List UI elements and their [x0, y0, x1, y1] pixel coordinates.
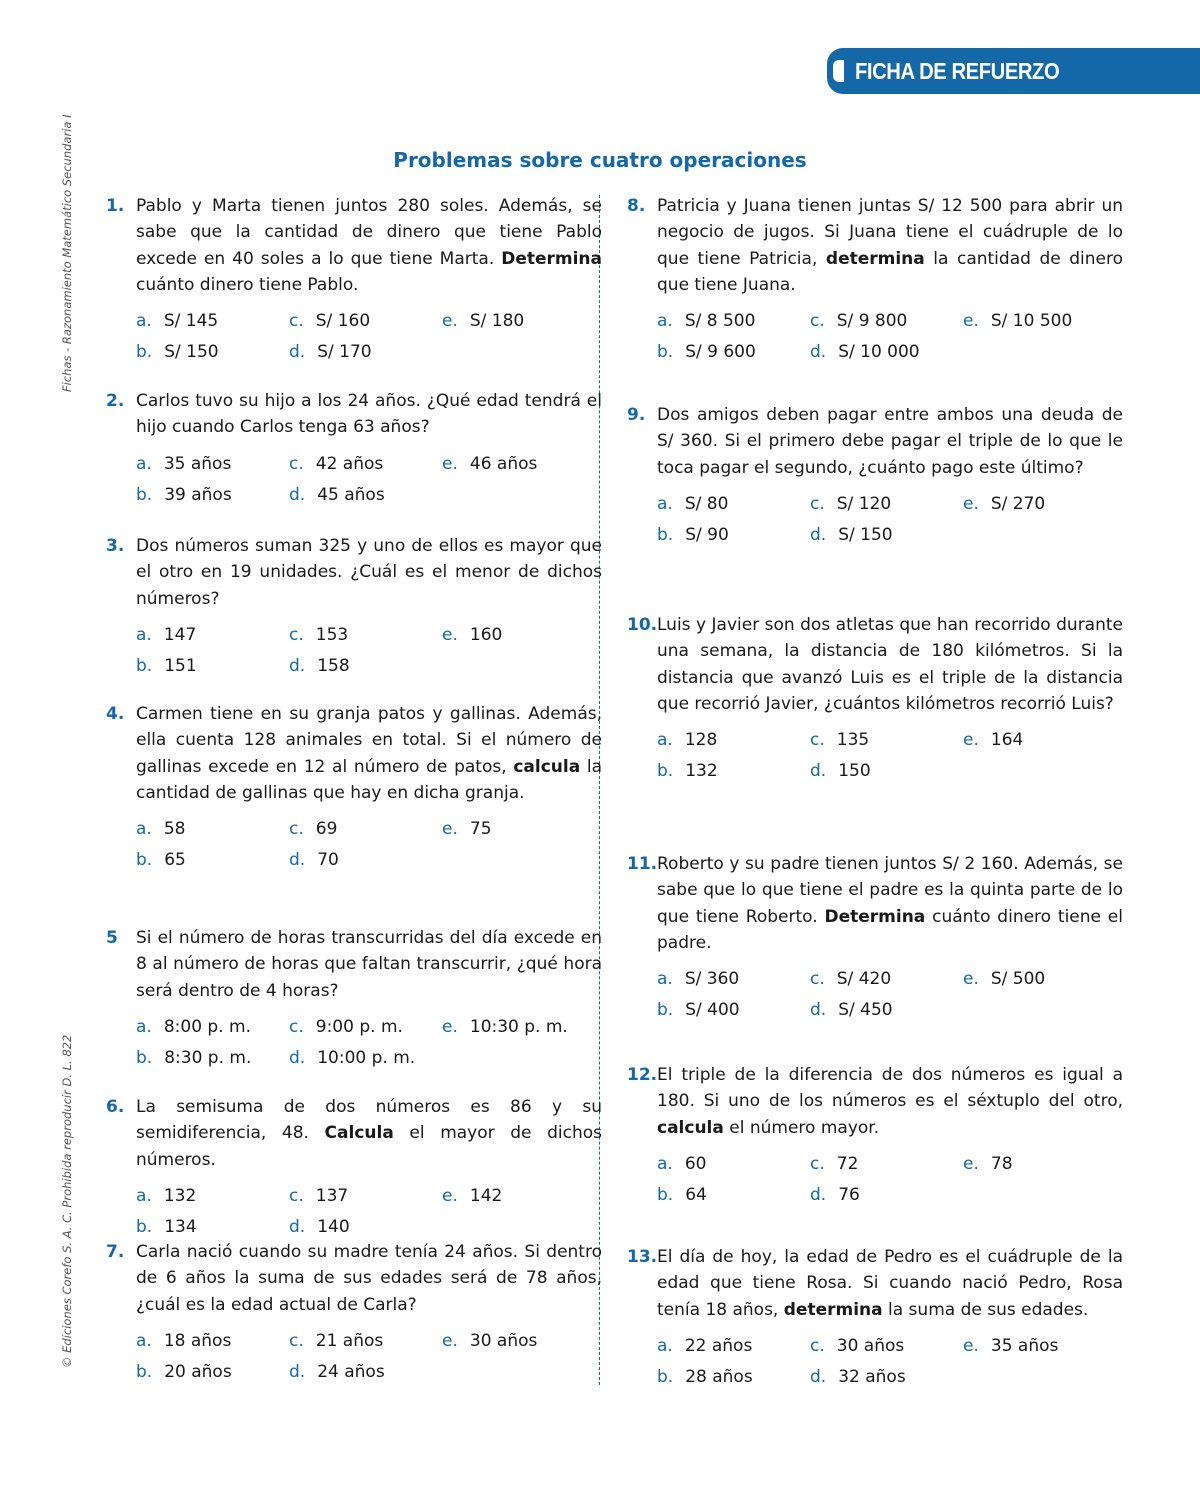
question-9: [627, 402, 1123, 548]
question-text-part: Si el número de horas transcurridas del día excede en 8 al número de horas que faltan transcurrir, ¿qué hora será dentro de 4 horas?: [136, 928, 602, 1001]
question-text: [136, 533, 602, 612]
option-value: 60: [684, 1153, 707, 1174]
option-letter: c.: [289, 1185, 304, 1206]
answer-option: [136, 622, 289, 648]
answer-option: [810, 1182, 963, 1208]
answer-option: [442, 1183, 602, 1209]
option-letter: b.: [657, 1184, 674, 1205]
question-number: 12.: [627, 1065, 658, 1085]
margin-note-bottom: © Ediciones Corefo S. A. C. Prohibida reproducir D. L. 822: [60, 1034, 74, 1368]
option-value: 65: [164, 850, 186, 871]
option-value: 137: [315, 1185, 349, 1206]
answer-option: [657, 1182, 810, 1208]
question-text-part: Luis y Javier son dos atletas que han recorrido durante una semana, la distancia de 180 kilómetros. Si la distancia que avanzó Luis es el triple de la distancia que recorrió Javier, ¿cuántos kilómetros recorrió Luis?: [657, 615, 1123, 714]
option-letter: a.: [136, 819, 152, 840]
option-value: 70: [317, 850, 339, 871]
option-value: 24 años: [317, 1361, 385, 1382]
question-text: [657, 193, 1123, 298]
option-letter: d.: [289, 850, 306, 871]
question-text: [136, 1094, 602, 1173]
answer-option: [289, 1359, 442, 1385]
question-number: 4.: [106, 704, 125, 724]
question-1: [106, 193, 602, 365]
margin-note-top: Fichas - Razonamiento Matemático Secundaria I: [60, 114, 74, 392]
question-13: [627, 1244, 1123, 1390]
answer-option: [289, 1014, 442, 1040]
option-value: S/ 80: [684, 493, 729, 514]
option-letter: c.: [289, 311, 304, 332]
answer-option: [810, 758, 963, 784]
page-title: Problemas sobre cuatro operaciones: [393, 148, 807, 172]
option-letter: e.: [963, 493, 979, 514]
answer-option: [657, 339, 810, 365]
answer-option: [136, 308, 289, 334]
option-value: S/ 150: [838, 524, 893, 545]
option-value: S/ 8 500: [684, 311, 756, 332]
answer-option: [289, 339, 442, 365]
question-text-part: La semisuma de dos números es 86 y su semidiferencia, 48.: [136, 1097, 602, 1144]
question-text: [657, 402, 1123, 481]
banner-tab-icon: [833, 60, 844, 82]
option-value: 134: [164, 1216, 197, 1237]
question-6: [106, 1094, 602, 1240]
answer-option: [289, 816, 442, 842]
answer-option: [442, 308, 602, 334]
option-value: S/ 400: [685, 1000, 740, 1021]
option-letter: d.: [810, 524, 827, 545]
section-banner: [827, 48, 1200, 94]
answer-option: [657, 727, 810, 753]
answer-option: [657, 758, 810, 784]
option-value: 18 años: [163, 1330, 232, 1351]
question-11: [627, 851, 1123, 1023]
option-letter: c.: [289, 819, 304, 840]
answer-option: [810, 308, 963, 334]
answer-option: [442, 451, 602, 477]
option-letter: a.: [657, 493, 673, 514]
option-value: S/ 500: [990, 969, 1046, 990]
answer-option: [289, 1328, 442, 1354]
question-keyword: Determina: [501, 248, 602, 269]
answer-option: [810, 339, 963, 365]
answer-option: [657, 966, 810, 992]
question-number: 8.: [627, 196, 646, 216]
answer-option: [136, 1328, 289, 1354]
option-letter: c.: [810, 493, 825, 514]
question-10: [627, 612, 1123, 784]
option-value: 45 años: [317, 484, 385, 505]
answer-option: [963, 966, 1123, 992]
option-value: 64: [685, 1184, 707, 1205]
option-value: 132: [685, 761, 718, 782]
option-letter: e.: [442, 819, 458, 840]
option-letter: b.: [657, 342, 674, 363]
option-value: 158: [317, 655, 350, 676]
option-letter: e.: [442, 1016, 458, 1037]
answer-option: [289, 482, 442, 508]
option-letter: d.: [289, 1216, 306, 1237]
answer-option: [136, 1014, 289, 1040]
answer-options: [136, 622, 602, 679]
question-text-part: Carla nació cuando su madre tenía 24 años. Si dentro de 6 años la suma de sus edades será de 78 años, ¿cuál es la edad actual de Carla?: [136, 1242, 602, 1315]
option-letter: d.: [289, 342, 306, 363]
question-number: 10.: [627, 615, 658, 635]
answer-option: [810, 522, 963, 548]
option-letter: b.: [136, 1361, 153, 1382]
option-value: 30 años: [836, 1335, 905, 1356]
answer-option: [963, 491, 1123, 517]
option-letter: d.: [810, 1366, 827, 1387]
option-value: 164: [990, 730, 1024, 751]
option-letter: e.: [963, 1153, 979, 1174]
question-3: [106, 533, 602, 679]
question-text: [136, 925, 602, 1004]
option-value: 42 años: [315, 453, 384, 474]
answer-option: [657, 997, 810, 1023]
option-value: 39 años: [164, 484, 232, 505]
question-number: 1.: [106, 196, 125, 216]
option-value: S/ 360: [684, 969, 740, 990]
question-text-part: Carlos tuvo su hijo a los 24 años. ¿Qué edad tendrá el hijo cuando Carlos tenga 63 años?: [136, 391, 602, 438]
question-text-part: Dos números suman 325 y uno de ellos es mayor que el otro en 19 unidades. ¿Cuál es el menor de dichos números?: [136, 536, 602, 609]
option-letter: e.: [442, 624, 458, 645]
question-number: 6.: [106, 1097, 125, 1117]
option-value: S/ 170: [317, 342, 372, 363]
question-text: [136, 1239, 602, 1318]
answer-option: [657, 522, 810, 548]
question-number: 11.: [627, 854, 658, 874]
option-letter: a.: [136, 1330, 152, 1351]
question-text-part: la cantidad de dinero que tiene Juana.: [657, 248, 1123, 295]
answer-option: [657, 491, 810, 517]
question-text-part: cuánto dinero tiene el padre.: [657, 906, 1123, 953]
option-letter: e.: [442, 1330, 458, 1351]
option-value: S/ 120: [836, 493, 892, 514]
answer-option: [442, 622, 602, 648]
question-text-part: Roberto y su padre tienen juntos S/ 2 160. Además, se sabe que lo que tiene el padre es la quinta parte de lo que tiene Roberto.: [657, 854, 1123, 927]
question-text-part: El día de hoy, la edad de Pedro es el cuádruple de la edad que tiene Rosa. Si cuando nació Pedro, Rosa tenía 18 años,: [657, 1247, 1123, 1320]
option-letter: a.: [136, 624, 152, 645]
answer-option: [289, 1045, 442, 1071]
question-text-part: el mayor de dichos números.: [136, 1123, 602, 1170]
question-number: 13.: [627, 1247, 658, 1267]
option-letter: d.: [810, 1184, 827, 1205]
option-letter: b.: [657, 1000, 674, 1021]
question-text-part: Patricia y Juana tienen juntas S/ 12 500 para abrir un negocio de jugos. Si Juana tiene el cuádruple de lo que tiene Patricia,: [657, 196, 1123, 269]
option-value: 151: [164, 655, 197, 676]
option-value: S/ 420: [836, 969, 892, 990]
option-value: 76: [838, 1184, 860, 1205]
question-text-part: el número mayor.: [723, 1117, 880, 1138]
answer-option: [810, 966, 963, 992]
option-value: S/ 9 600: [685, 342, 756, 363]
option-value: 46 años: [469, 453, 538, 474]
option-letter: d.: [289, 1047, 306, 1068]
answer-option: [136, 1359, 289, 1385]
option-value: S/ 10 000: [838, 342, 920, 363]
option-letter: e.: [442, 1185, 458, 1206]
option-letter: b.: [136, 342, 153, 363]
question-keyword: determina: [783, 1299, 883, 1320]
answer-option: [136, 451, 289, 477]
question-text: [136, 388, 602, 441]
option-value: 153: [315, 624, 349, 645]
option-letter: d.: [289, 655, 306, 676]
question-text: [136, 701, 602, 806]
option-value: 58: [163, 819, 186, 840]
option-value: 160: [469, 624, 503, 645]
option-letter: e.: [963, 311, 979, 332]
option-letter: c.: [289, 1016, 304, 1037]
option-letter: a.: [136, 1016, 152, 1037]
option-letter: c.: [810, 730, 825, 751]
answer-option: [136, 847, 289, 873]
answer-option: [136, 1214, 289, 1240]
question-text: [657, 612, 1123, 717]
option-letter: e.: [442, 311, 458, 332]
answer-option: [442, 816, 602, 842]
answer-option: [442, 1014, 602, 1040]
option-letter: b.: [136, 484, 153, 505]
answer-option: [289, 847, 442, 873]
option-value: 20 años: [164, 1361, 232, 1382]
option-letter: b.: [136, 850, 153, 871]
answer-option: [963, 1333, 1123, 1359]
option-value: S/ 160: [315, 311, 371, 332]
option-value: 72: [836, 1153, 859, 1174]
answer-option: [810, 1364, 963, 1390]
option-letter: a.: [657, 969, 673, 990]
option-value: 140: [317, 1216, 350, 1237]
option-value: 147: [163, 624, 197, 645]
option-letter: b.: [657, 761, 674, 782]
option-letter: a.: [657, 311, 673, 332]
question-text-part: la suma de sus edades.: [882, 1299, 1089, 1320]
answer-option: [657, 1151, 810, 1177]
answer-options: [136, 1183, 602, 1240]
option-letter: a.: [657, 730, 673, 751]
option-letter: b.: [136, 1216, 153, 1237]
option-letter: d.: [810, 761, 827, 782]
option-value: 128: [684, 730, 718, 751]
answer-option: [136, 1183, 289, 1209]
question-5: [106, 925, 602, 1071]
option-letter: a.: [136, 1185, 152, 1206]
question-text: [657, 1244, 1123, 1323]
answer-option: [289, 1214, 442, 1240]
option-value: S/ 9 800: [836, 311, 908, 332]
answer-options: [657, 1151, 1123, 1208]
option-value: 132: [163, 1185, 197, 1206]
answer-option: [289, 451, 442, 477]
option-letter: c.: [810, 1335, 825, 1356]
question-text: [657, 1062, 1123, 1141]
option-value: 21 años: [315, 1330, 384, 1351]
option-letter: d.: [289, 484, 306, 505]
option-letter: a.: [657, 1153, 673, 1174]
question-keyword: calcula: [513, 756, 581, 777]
banner-title: FICHA DE REFUERZO: [855, 58, 1060, 84]
option-value: 28 años: [685, 1366, 753, 1387]
option-value: 142: [469, 1185, 503, 1206]
question-8: [627, 193, 1123, 365]
option-letter: b.: [136, 1047, 153, 1068]
question-7: [106, 1239, 602, 1385]
option-letter: a.: [136, 453, 152, 474]
question-text-part: la cantidad de gallinas que hay en dicha granja.: [136, 756, 603, 803]
answer-option: [963, 308, 1123, 334]
option-letter: c.: [289, 624, 304, 645]
answer-option: [657, 1333, 810, 1359]
option-value: S/ 150: [164, 342, 219, 363]
answer-options: [657, 491, 1123, 548]
answer-option: [136, 816, 289, 842]
question-text: [657, 851, 1123, 956]
option-letter: c.: [810, 311, 825, 332]
question-number: 7.: [106, 1242, 125, 1262]
question-12: [627, 1062, 1123, 1208]
answer-option: [136, 653, 289, 679]
option-value: S/ 145: [163, 311, 219, 332]
option-value: 10:30 p. m.: [469, 1016, 568, 1037]
option-value: S/ 90: [685, 524, 729, 545]
option-value: 32 años: [838, 1366, 906, 1387]
question-number: 5: [106, 928, 118, 948]
answer-option: [289, 1183, 442, 1209]
question-keyword: Calcula: [324, 1123, 394, 1144]
option-value: 8:00 p. m.: [163, 1016, 251, 1037]
option-value: 69: [315, 819, 338, 840]
option-letter: d.: [810, 342, 827, 363]
question-2: [106, 388, 602, 508]
option-letter: a.: [136, 311, 152, 332]
option-value: 78: [990, 1153, 1013, 1174]
option-letter: d.: [810, 1000, 827, 1021]
option-value: 35 años: [163, 453, 232, 474]
option-value: 75: [469, 819, 492, 840]
answer-options: [657, 727, 1123, 784]
option-value: S/ 270: [990, 493, 1046, 514]
question-4: [106, 701, 603, 873]
option-letter: e.: [963, 730, 979, 751]
question-text-part: cuánto dinero tiene Pablo.: [136, 274, 359, 295]
answer-option: [442, 1328, 602, 1354]
answer-option: [657, 1364, 810, 1390]
answer-option: [963, 1151, 1123, 1177]
option-letter: c.: [810, 1153, 825, 1174]
option-value: S/ 180: [469, 311, 525, 332]
option-value: 22 años: [684, 1335, 753, 1356]
question-number: 3.: [106, 536, 125, 556]
answer-option: [136, 482, 289, 508]
answer-option: [289, 622, 442, 648]
option-value: 9:00 p. m.: [315, 1016, 403, 1037]
option-letter: c.: [810, 969, 825, 990]
answer-option: [810, 1333, 963, 1359]
answer-options: [136, 451, 602, 508]
option-value: S/ 10 500: [990, 311, 1073, 332]
option-value: S/ 450: [838, 1000, 893, 1021]
answer-option: [136, 1045, 289, 1071]
answer-options: [136, 1014, 602, 1071]
option-value: 8:30 p. m.: [164, 1047, 252, 1068]
question-text: [136, 193, 602, 298]
answer-options: [136, 1328, 602, 1385]
option-value: 150: [838, 761, 871, 782]
answer-options: [136, 816, 602, 873]
option-letter: e.: [963, 1335, 979, 1356]
option-letter: d.: [289, 1361, 306, 1382]
question-text-part: Pablo y Marta tienen juntos 280 soles. Además, se sabe que la cantidad de dinero que tiene Pablo excede en 40 soles a lo que tiene Marta.: [136, 196, 602, 269]
option-letter: a.: [657, 1335, 673, 1356]
option-letter: c.: [289, 453, 304, 474]
answer-options: [657, 308, 1123, 365]
option-value: 30 años: [469, 1330, 538, 1351]
answer-option: [136, 339, 289, 365]
answer-options: [657, 1333, 1123, 1390]
option-letter: b.: [136, 655, 153, 676]
answer-option: [810, 491, 963, 517]
answer-options: [136, 308, 602, 365]
answer-option: [289, 653, 442, 679]
question-text-part: Carmen tiene en su granja patos y gallinas. Además, ella cuenta 128 animales en total. Si el número de gallinas excede en 12 al número de patos,: [136, 704, 602, 777]
answer-option: [963, 727, 1123, 753]
question-keyword: determina: [825, 248, 925, 269]
question-number: 9.: [627, 405, 646, 425]
option-letter: c.: [289, 1330, 304, 1351]
option-letter: b.: [657, 1366, 674, 1387]
answer-option: [810, 1151, 963, 1177]
answer-options: [657, 966, 1123, 1023]
option-letter: b.: [657, 524, 674, 545]
option-value: 10:00 p. m.: [317, 1047, 416, 1068]
answer-option: [657, 308, 810, 334]
option-letter: e.: [442, 453, 458, 474]
question-number: 2.: [106, 391, 125, 411]
question-text-part: El triple de la diferencia de dos números es igual a 180. Si uno de los números es el séxtuplo del otro,: [657, 1065, 1123, 1112]
option-value: 35 años: [990, 1335, 1059, 1356]
answer-option: [289, 308, 442, 334]
option-value: 135: [836, 730, 870, 751]
option-letter: e.: [963, 969, 979, 990]
answer-option: [810, 997, 963, 1023]
question-keyword: calcula: [657, 1117, 724, 1138]
question-text-part: Dos amigos deben pagar entre ambos una deuda de S/ 360. Si el primero debe pagar el triple de lo que le toca pagar el segundo, ¿cuánto pago este último?: [657, 405, 1123, 478]
question-keyword: Determina: [824, 906, 926, 927]
answer-option: [810, 727, 963, 753]
